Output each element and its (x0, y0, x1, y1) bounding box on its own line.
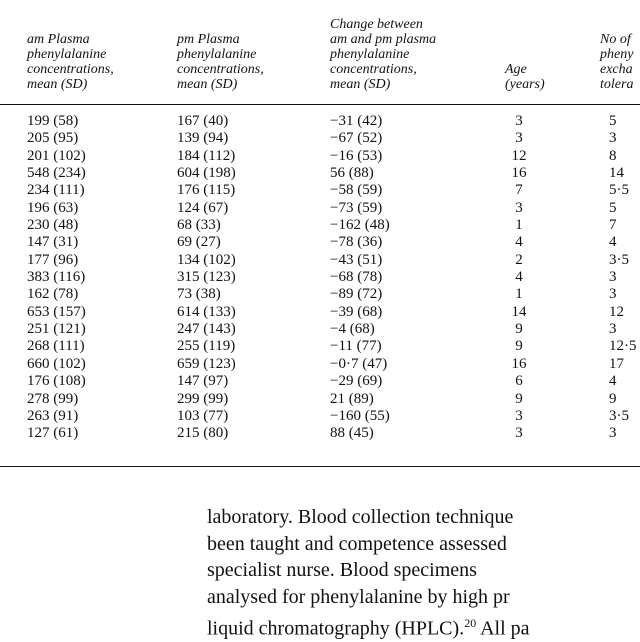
cell-change: −67 (52) (330, 130, 383, 147)
cell-pm: 299 (99) (177, 390, 229, 407)
cell-am: 201 (102) (27, 147, 86, 164)
cell-change: −68 (78) (330, 269, 383, 286)
cell-pm: 139 (94) (177, 130, 229, 147)
body-line-text: liquid chromatography (HPLC). (207, 617, 465, 640)
cell-exchanges: 3 (609, 425, 617, 442)
cell-change: −43 (51) (330, 251, 383, 268)
table-row (0, 269, 640, 286)
header-pm-plasma: pm Plasma phenylalanine concentrations, mean (SD) (177, 32, 264, 92)
cell-pm: 184 (112) (177, 147, 236, 164)
cell-change: −11 (77) (330, 338, 382, 355)
table-row (0, 165, 640, 182)
cell-change: −58 (59) (330, 182, 383, 199)
cell-age: 16 (511, 165, 527, 182)
cell-change: 56 (88) (330, 165, 374, 182)
cell-pm: 68 (33) (177, 217, 221, 234)
table-row (0, 130, 640, 147)
table-header (0, 0, 640, 92)
cell-change: −39 (68) (330, 303, 383, 320)
table-row (0, 408, 640, 425)
cell-exchanges: 4 (609, 234, 617, 251)
header-change: Change between am and pm plasma phenylalanine concentrations, mean (SD) (330, 17, 437, 92)
cell-pm: 247 (143) (177, 321, 236, 338)
cell-am: 251 (121) (27, 321, 86, 338)
cell-age: 12 (511, 147, 527, 164)
cell-change: −78 (36) (330, 234, 383, 251)
cell-pm: 147 (97) (177, 373, 229, 390)
cell-exchanges: 3 (609, 286, 617, 303)
table-row (0, 373, 640, 390)
cell-am: 263 (91) (27, 407, 79, 424)
cell-pm: 73 (38) (177, 286, 221, 303)
table-row (0, 234, 640, 251)
table-row (0, 182, 640, 199)
cell-exchanges: 3·5 (609, 407, 629, 424)
cell-exchanges: 17 (609, 355, 624, 372)
table-row (0, 391, 640, 408)
body-line: analysed for phenylalanine by high pr (207, 585, 510, 608)
header-exchanges: No of pheny excha tolera (600, 32, 634, 92)
cell-age: 14 (511, 303, 527, 320)
cell-age: 3 (515, 425, 523, 442)
cell-exchanges: 3 (609, 269, 617, 286)
body-line-continuation: All pa (476, 617, 530, 640)
cell-exchanges: 3 (609, 130, 617, 147)
cell-age: 3 (515, 113, 523, 129)
cell-change: −29 (69) (330, 373, 383, 390)
cell-age: 6 (515, 373, 523, 390)
citation-superscript: 20 (464, 616, 477, 630)
cell-pm: 167 (40) (177, 113, 229, 129)
cell-exchanges: 7 (609, 217, 617, 234)
cell-exchanges: 5 (609, 113, 617, 129)
cell-am: 278 (99) (27, 390, 79, 407)
body-line: laboratory. Blood collection technique (207, 506, 514, 528)
cell-change: −16 (53) (330, 147, 383, 164)
cell-age: 1 (515, 217, 523, 234)
cell-pm: 604 (198) (177, 165, 236, 182)
cell-age: 9 (515, 390, 523, 407)
cell-am: 196 (63) (27, 199, 79, 216)
table-row (0, 113, 640, 130)
cell-change: 88 (45) (330, 425, 374, 442)
table-row (0, 338, 640, 355)
cell-change: 21 (89) (330, 390, 374, 407)
cell-am: 162 (78) (27, 286, 79, 303)
cell-pm: 124 (67) (177, 199, 229, 216)
cell-pm: 69 (27) (177, 234, 221, 251)
cell-age: 4 (515, 269, 523, 286)
cell-am: 205 (95) (27, 130, 79, 147)
cell-am: 383 (116) (27, 269, 86, 286)
cell-am: 147 (31) (27, 234, 79, 251)
cell-age: 7 (515, 182, 523, 199)
cell-change: −31 (42) (330, 113, 383, 129)
table-body (0, 113, 640, 443)
cell-age: 1 (515, 286, 523, 303)
body-line: specialist nurse. Blood specimens (207, 559, 477, 581)
table-row (0, 321, 640, 338)
cell-exchanges: 3 (609, 321, 617, 338)
cell-am: 268 (111) (27, 338, 85, 355)
table-row (0, 356, 640, 373)
cell-change: −0·7 (47) (330, 355, 388, 372)
cell-change: −73 (59) (330, 199, 383, 216)
cell-age: 3 (515, 407, 523, 424)
body-line (207, 610, 640, 642)
cell-age: 3 (515, 199, 523, 216)
cell-exchanges: 12 (609, 303, 624, 320)
cell-exchanges: 9 (609, 390, 617, 407)
cell-am: 660 (102) (27, 355, 86, 372)
header-age: Age (years) (505, 62, 545, 92)
cell-pm: 255 (119) (177, 338, 236, 355)
cell-exchanges: 8 (609, 147, 617, 164)
cell-am: 234 (111) (27, 182, 85, 199)
cell-exchanges: 14 (609, 165, 624, 182)
cell-pm: 614 (133) (177, 303, 236, 320)
body-line: been taught and competence assessed (207, 532, 507, 555)
cell-exchanges: 5 (609, 199, 617, 216)
body-paragraph (207, 504, 640, 642)
cell-exchanges: 3·5 (609, 251, 629, 268)
cell-exchanges: 12·5 (609, 338, 637, 355)
cell-age: 4 (515, 234, 523, 251)
cell-age: 3 (515, 130, 523, 147)
cell-pm: 176 (115) (177, 182, 236, 199)
table-row (0, 200, 640, 217)
cell-exchanges: 4 (609, 373, 617, 390)
table-bottom-rule (0, 466, 640, 467)
cell-change: −162 (48) (330, 217, 390, 234)
cell-change: −89 (72) (330, 286, 383, 303)
cell-age: 16 (511, 355, 527, 372)
table-row (0, 252, 640, 269)
cell-exchanges: 5·5 (609, 182, 629, 199)
cell-change: −160 (55) (330, 407, 390, 424)
cell-pm: 134 (102) (177, 251, 236, 268)
cell-pm: 315 (123) (177, 269, 236, 286)
cell-am: 176 (108) (27, 373, 86, 390)
cell-am: 177 (96) (27, 251, 79, 268)
table-row (0, 286, 640, 303)
cell-am: 199 (58) (27, 113, 79, 129)
table-row (0, 148, 640, 165)
cell-am: 230 (48) (27, 217, 79, 234)
cell-age: 2 (515, 251, 523, 268)
cell-am: 127 (61) (27, 425, 79, 442)
cell-am: 548 (234) (27, 165, 86, 182)
header-am-plasma: am Plasma phenylalanine concentrations, mean (SD) (27, 32, 114, 92)
cell-pm: 215 (80) (177, 425, 229, 442)
cell-change: −4 (68) (330, 321, 375, 338)
cell-pm: 659 (123) (177, 355, 236, 372)
cell-am: 653 (157) (27, 303, 86, 320)
table-row (0, 304, 640, 321)
table-row (0, 217, 640, 234)
table-row (0, 425, 640, 442)
header-rule (0, 104, 640, 105)
cell-age: 9 (515, 321, 523, 338)
cell-age: 9 (515, 338, 523, 355)
cell-pm: 103 (77) (177, 407, 229, 424)
